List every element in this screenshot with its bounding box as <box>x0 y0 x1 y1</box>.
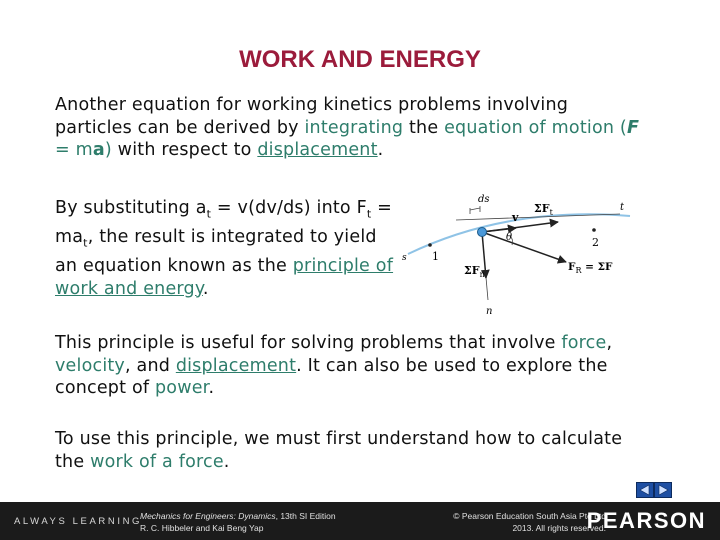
book-citation <box>140 510 336 534</box>
p2-sub-t1: t <box>206 207 212 221</box>
p1-text-2: the <box>403 117 445 138</box>
book-authors: R. C. Hibbeler and Kai Beng Yap <box>140 523 264 533</box>
p1-highlight-eq: = m <box>55 140 93 160</box>
next-step-paragraph <box>55 428 645 473</box>
p1-highlight-integrating: integrating <box>304 117 404 138</box>
p2-sub-t3: t <box>83 236 88 250</box>
p3-text-4: . It can also be used to explore the concept of <box>55 355 608 398</box>
substitution-paragraph <box>55 197 400 300</box>
intro-paragraph <box>55 94 645 162</box>
slide-navigation <box>636 482 672 498</box>
p1-bold-f: F <box>626 117 640 138</box>
sum-ft-text: ΣF <box>534 202 550 215</box>
p1-bold-a: a <box>92 140 105 160</box>
p1-text-3: with respect to <box>111 140 258 160</box>
point-2-label: 2 <box>592 236 599 249</box>
p2-text-2: = v(dv/ds) into F <box>211 198 367 218</box>
p1-highlight-paren: ) <box>104 140 112 160</box>
slide-title: WORK AND ENERGY <box>239 46 481 73</box>
p1-text-4: . <box>377 140 384 160</box>
ds-marker <box>470 206 480 214</box>
p3-link-displacement[interactable]: displacement <box>175 355 297 376</box>
theta-label: θ <box>506 232 513 243</box>
next-arrow-icon <box>655 483 671 497</box>
v-label: v <box>512 211 519 224</box>
sum-ft-sub: t <box>549 208 553 217</box>
copyright-notice <box>453 510 606 534</box>
point-1-label: 1 <box>432 250 439 263</box>
copyright-line-2: 2013. All rights reserved. <box>512 523 606 533</box>
particle-dot <box>478 228 487 237</box>
p4-text-2: . <box>223 451 230 472</box>
resultant-force-arrow <box>482 232 566 262</box>
footer-bar <box>0 502 720 540</box>
sum-fn-sub: n <box>479 270 485 279</box>
fr-label <box>568 261 613 275</box>
p2-sub-t2: t <box>366 207 372 221</box>
prev-arrow-icon <box>637 483 653 497</box>
p4-highlight-work: work of a force <box>90 451 224 472</box>
point-1-dot <box>428 243 432 247</box>
sum-ft-label <box>534 202 554 217</box>
p2-link-principle[interactable]: principle of work and energy <box>55 256 394 299</box>
t-label: t <box>620 202 625 213</box>
p3-highlight-force: force <box>561 333 607 353</box>
next-slide-button[interactable] <box>654 482 672 498</box>
p1-text-1: Another equation for working kinetics problems involving particles can be derived by <box>55 95 569 138</box>
sum-fn-label <box>464 264 485 279</box>
p3-text-3: , and <box>125 355 176 376</box>
fr-rest: = ΣF <box>581 261 613 273</box>
s-label: s <box>402 253 407 263</box>
p2-text-5: . <box>202 278 209 299</box>
copyright-line-1: © Pearson Education South Asia Pte Ltd <box>453 511 606 521</box>
p3-highlight-power: power <box>154 378 209 398</box>
p3-highlight-velocity: velocity <box>55 355 125 376</box>
sum-fn-text: ΣF <box>464 264 480 277</box>
p2-text-1: By substituting a <box>55 198 207 218</box>
p3-text-2: , <box>606 333 613 353</box>
prev-slide-button[interactable] <box>636 482 654 498</box>
n-label: n <box>486 306 493 317</box>
point-2-dot <box>592 228 596 232</box>
p4-text-1: To use this principle, we must first understand how to calculate the <box>55 429 623 472</box>
book-title: Mechanics for Engineers: Dynamics <box>140 511 276 521</box>
particle-path-diagram <box>398 190 644 320</box>
fr-sub: R <box>575 266 582 275</box>
book-edition: , 13th SI Edition <box>275 511 336 521</box>
p3-text-5: . <box>208 378 215 398</box>
always-learning-logo: ALWAYS LEARNING <box>14 516 143 527</box>
p3-text-1: This principle is useful for solving problems that involve <box>55 333 562 353</box>
usefulness-paragraph <box>55 332 655 400</box>
book-line <box>140 510 336 522</box>
fr-text: F <box>568 261 576 273</box>
p2-text-3: = ma <box>55 198 393 247</box>
ds-label: ds <box>478 194 490 205</box>
p2-text-4: , the result is integrated to yield an equation known as the <box>55 227 377 276</box>
p1-link-displacement[interactable]: displacement <box>257 140 378 160</box>
pearson-logo: PEARSON <box>586 508 706 533</box>
p1-highlight-eom: equation of motion ( <box>444 117 627 138</box>
